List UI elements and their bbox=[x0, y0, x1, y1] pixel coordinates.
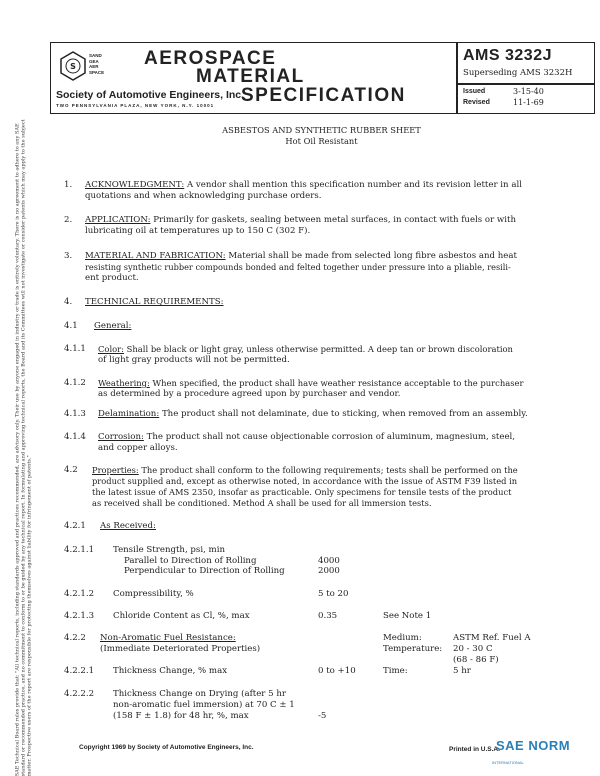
logo-text bbox=[89, 53, 104, 75]
section-heading: Corrosion: bbox=[98, 432, 144, 442]
section-text: Primarily for gaskets, sealing between metal surfaces, in contact with fuels or with bbox=[153, 215, 517, 225]
requirement-value: 2000 bbox=[318, 566, 340, 576]
section-411-text bbox=[98, 344, 593, 355]
section-number: 3. bbox=[64, 251, 73, 261]
section-text: quotations and when acknowledging purchase orders. bbox=[85, 191, 322, 201]
sae-norm-subtext: INTERNATIONAL bbox=[492, 760, 524, 765]
logo-text-line: SAND bbox=[89, 53, 102, 58]
section-text: When specified, the product shall have weather resistance acceptable to the purchaser bbox=[152, 378, 524, 388]
section-text: The product shall not delaminate, due to sticking, when removed from an assembly. bbox=[161, 409, 528, 419]
section-42-text bbox=[92, 465, 593, 476]
requirement-number: 4.2.2.1 bbox=[64, 666, 95, 676]
section-number: 4.2.1 bbox=[64, 521, 86, 531]
medium-value: ASTM Ref. Fuel A bbox=[453, 633, 531, 643]
time-label: Time: bbox=[383, 666, 408, 676]
section-heading: General: bbox=[94, 321, 132, 331]
requirement-label: non-aromatic fuel immersion) at 70 C ± 1 bbox=[113, 700, 295, 710]
section-heading: Weathering: bbox=[98, 378, 150, 388]
requirement-label: Thickness Change on Drying (after 5 hr bbox=[113, 689, 286, 699]
section-number: 4.1.1 bbox=[64, 344, 86, 354]
requirement-label: Thickness Change, % max bbox=[113, 666, 228, 676]
section-number: 1. bbox=[64, 180, 73, 190]
section-text: Material shall be made from selected long fibre asbestos and heat bbox=[228, 251, 517, 261]
printed-in: Printed in U.S.A. bbox=[449, 746, 500, 753]
section-text: The product shall not cause objectionable corrosion of aluminum, magnesium, steel, bbox=[146, 432, 516, 442]
section-text: The product shall conform to the following requirements; tests shall be performed on the bbox=[141, 465, 518, 475]
requirement-number: 4.2.2 bbox=[64, 633, 86, 643]
sae-disclaimer-sidebar: SAE Technical Board rules provide that: "All technical reports, including standards approved and practices recommended, are advisory only. Their use by anyone engaged in industry or trade is entirely voluntary. There is no agreement to adhere to any SAE standard or recommended practice, and no commitment to conform to or be guided by any technical report. In formulating and approving technical reports, the Board and its Committees will not investigate or consider patents which may apply to the subject matter. Prospective users of the report are responsible for protecting themselves against liability for infringement of patents." bbox=[14, 119, 34, 776]
section-413-text bbox=[98, 409, 593, 420]
section-text: ent product. bbox=[85, 273, 139, 283]
section-heading: As Received: bbox=[100, 521, 156, 531]
requirement-number: 4.2.2.2 bbox=[64, 689, 95, 699]
section-text: as determined by a procedure agreed upon by purchaser and vendor. bbox=[98, 389, 401, 399]
section-number: 2. bbox=[64, 215, 73, 225]
requirement-value: -5 bbox=[318, 711, 327, 721]
requirement-number: 4.2.1.1 bbox=[64, 545, 95, 555]
header-divider bbox=[456, 83, 594, 85]
section-text: resisting synthetic rubber compounds bonded and felted together under pressure into a pliable, resili- bbox=[85, 262, 511, 272]
revised-label: Revised bbox=[463, 99, 490, 106]
requirement-sublabel: Perpendicular to Direction of Rolling bbox=[124, 566, 285, 576]
section-number: 4.1.3 bbox=[64, 409, 86, 419]
requirement-number: 4.2.1.2 bbox=[64, 589, 95, 599]
section-heading: Color: bbox=[98, 344, 124, 354]
requirement-value: 0.35 bbox=[318, 611, 338, 621]
doc-title: ASBESTOS AND SYNTHETIC RUBBER SHEET bbox=[222, 125, 421, 135]
logo-text-line: AER bbox=[89, 64, 99, 69]
doc-subtitle: Hot Oil Resistant bbox=[285, 136, 358, 146]
section-text: A vendor shall mention this specification number and its revision letter in all bbox=[186, 180, 522, 190]
sae-norm-watermark: SAE NORM bbox=[496, 738, 571, 753]
section-text: of light gray products will not be permitted. bbox=[98, 355, 290, 365]
section-number: 4.1.2 bbox=[64, 378, 86, 388]
section-412-text bbox=[98, 378, 593, 389]
section-text: the latest issue of AMS 2350, insofar as practicable. Only specimens for tensile tests of the product bbox=[92, 487, 512, 497]
temperature-label: Temperature: bbox=[383, 644, 443, 654]
requirement-label: Compressibility, % bbox=[113, 589, 194, 599]
requirement-number: 4.2.1.3 bbox=[64, 611, 95, 621]
section-heading: Delamination: bbox=[98, 409, 160, 419]
section-number: 4.1.4 bbox=[64, 432, 86, 442]
section-text: as received shall be conditioned. Method A shall be used for all immersion tests. bbox=[92, 498, 432, 508]
section-text: and copper alloys. bbox=[98, 443, 178, 453]
header-divider bbox=[456, 43, 458, 113]
section-number: 4.1 bbox=[64, 321, 78, 331]
section-3-text bbox=[85, 251, 585, 262]
section-number: 4.2 bbox=[64, 465, 78, 475]
requirement-value: 5 to 20 bbox=[318, 589, 349, 599]
section-1-text bbox=[85, 180, 585, 191]
requirement-sublabel: (Immediate Deteriorated Properties) bbox=[100, 644, 261, 654]
header-box bbox=[50, 42, 595, 114]
requirement-heading: Non-Aromatic Fuel Resistance: bbox=[100, 633, 236, 643]
section-heading: APPLICATION: bbox=[85, 215, 151, 225]
medium-label: Medium: bbox=[383, 633, 422, 643]
section-414-text bbox=[98, 432, 593, 443]
time-value: 5 hr bbox=[453, 666, 471, 676]
copyright-line: Copyright 1969 by Society of Automotive Engineers, Inc. bbox=[79, 744, 254, 751]
issued-date: 3-15-40 bbox=[513, 87, 544, 96]
requirement-label: Tensile Strength, psi, min bbox=[113, 545, 225, 555]
society-name: Society of Automotive Engineers, Inc. bbox=[56, 89, 245, 101]
temperature-value: 20 - 30 C bbox=[453, 644, 493, 654]
section-heading: TECHNICAL REQUIREMENTS: bbox=[85, 297, 224, 307]
section-text: Shall be black or light gray, unless otherwise permitted. A deep tan or brown discoloration bbox=[126, 344, 513, 354]
logo-text-line: GEA bbox=[89, 58, 99, 64]
section-heading: MATERIAL AND FABRICATION: bbox=[85, 251, 226, 261]
title-specification: SPECIFICATION bbox=[241, 85, 406, 106]
revised-date: 11-1-69 bbox=[513, 98, 544, 107]
requirement-value: 0 to +10 bbox=[318, 666, 356, 676]
requirement-note: See Note 1 bbox=[383, 611, 432, 621]
superseding-note: Superseding AMS 3232H bbox=[463, 68, 573, 78]
logo-text-line: SPACE bbox=[89, 69, 105, 75]
issued-label: Issued bbox=[463, 88, 486, 95]
title-aerospace: AEROSPACE bbox=[144, 48, 277, 69]
section-2-text bbox=[85, 215, 585, 226]
section-heading: Properties: bbox=[92, 465, 139, 475]
section-text: product supplied and, except as otherwise noted, in accordance with the issue of ASTM F39 listed in bbox=[92, 476, 518, 486]
spec-number: AMS 3232J bbox=[463, 47, 552, 64]
requirement-sublabel: Parallel to Direction of Rolling bbox=[124, 556, 257, 566]
title-material: MATERIAL bbox=[196, 66, 305, 87]
section-number: 4. bbox=[64, 297, 73, 307]
sae-logo-icon bbox=[60, 51, 86, 81]
section-heading: ACKNOWLEDGMENT: bbox=[85, 180, 185, 190]
society-address: TWO PENNSYLVANIA PLAZA, NEW YORK, N.Y. 10001 bbox=[56, 103, 215, 108]
requirement-label: (158 F ± 1.8) for 48 hr, %, max bbox=[113, 711, 249, 721]
temperature-value-f: (68 - 86 F) bbox=[453, 655, 499, 665]
section-text: lubricating oil at temperatures up to 150 C (302 F). bbox=[85, 226, 311, 236]
svg-text:S: S bbox=[70, 62, 76, 71]
requirement-label: Chloride Content as Cl, %, max bbox=[113, 611, 250, 621]
requirement-value: 4000 bbox=[318, 556, 340, 566]
